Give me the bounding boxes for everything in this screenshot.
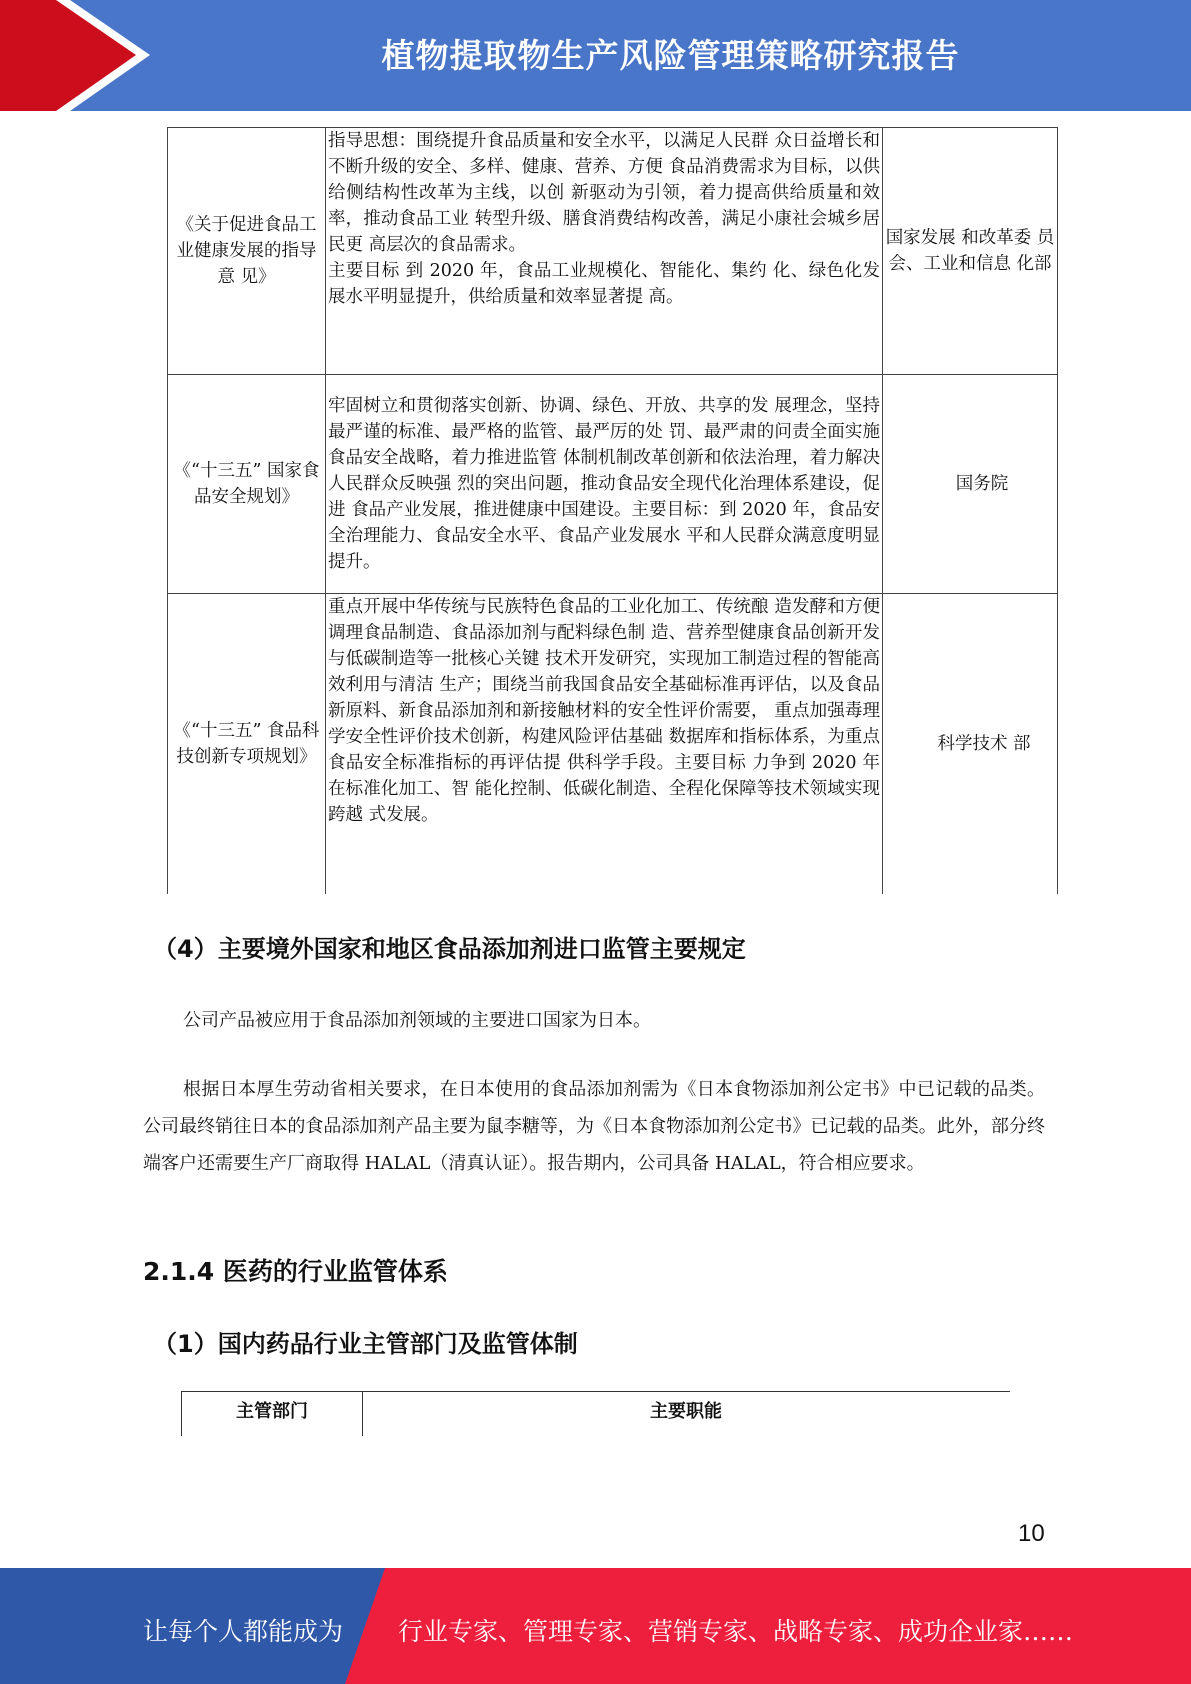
column-header: 主要职能 [650,1401,722,1422]
paragraph-text: 根据日本厚生劳动省相关要求，在日本使用的食品添加剂需为《日本食物添加剂公定书》中已记载的品类。公司最终销往日本的食品添加剂产品主要为鼠李糖等，为《日本食物添加剂公定书》已记载的品类。此外，部分终端客户还需要生产厂商取得 HALAL（清真认证）。报告期内，公司具备 HALAL，符合相应要求。 [143,1079,1045,1174]
report-title: 植物提取物生产风险管理策略研究报告 [381,36,960,75]
policy-content-paragraph: 指导思想：围绕提升食品质量和安全水平，以满足人民群 众日益增长和不断升级的安全、多样、健康、营养、方便 食品消费需求为目标，以供给侧结构性改革为主线，以创 新驱动为引领，着力提高供给质量和效率，推动食品工业 转型升级、膳食消费结构改善，满足小康社会城乡居民更 高层次的食品需求。 [328,131,880,255]
policy-department: 国务院 [883,375,1058,594]
table-row [168,375,1058,594]
paragraph-text: 公司产品被应用于食品添加剂领域的主要进口国家为日本。 [183,1010,651,1031]
subsection-heading: （1）国内药品行业主管部门及监管体制 [153,1330,578,1358]
page-footer [0,1568,1191,1684]
table-row [168,128,1058,375]
page-header [0,0,1191,111]
policy-name: 《“十三五” 国家食品安全规划》 [168,375,326,594]
policy-content-paragraph: 重点开展中华传统与民族特色食品的工业化加工、传统酿 造发酵和方便调理食品制造、食品添加剂与配料绿色制 造、营养型健康食品创新开发与低碳制造等一批核心关键 技术开发研究，实现加工制造过程的智能高效利用与清洁 生产；围绕当前我国食品安全基础标准再评估，以及食品 新原料、新食品添加剂和新接触材料的安全性评价需要， 重点加强毒理学安全性评价技术创新，构建风险评估基础 数据库和指标体系，为重点食品安全标准指标的再评估提 供科学手段。主要目标 力争到 2020 年在标准化加工、智 能化控制、低碳化制造、全程化保障等技术领域实现跨越 式发展。 [328,597,880,825]
policy-content [326,594,883,895]
column-header: 主管部门 [181,1392,363,1436]
policy-content-paragraph: 牢固树立和贯彻落实创新、协调、绿色、开放、共享的发 展理念，坚持最严谨的标准、最严格的监管、最严厉的处 罚、最严肃的问责全面实施食品安全战略，着力推进监管 体制机制改革创新和依法治理，着力解决人民群众反映强 烈的突出问题，推动食品安全现代化治理体系建设，促进 食品产业发展，推进健康中国建设。主要目标：到 2020 年，食品安全治理能力、食品安全水平、食品产业发展水 平和人民群众满意度明显提升。 [328,396,880,572]
section-heading: （4）主要境外国家和地区食品添加剂进口监管主要规定 [153,935,746,963]
body-paragraph [143,1071,1045,1182]
footer-slogan-right: 行业专家、管理专家、营销专家、战略专家、成功企业家…… [398,1617,1074,1646]
footer-slogan-left: 让每个人都能成为 [143,1617,344,1646]
policy-name: 《关于促进食品工业健康发展的指导意 见》 [168,128,326,375]
policy-content [326,375,883,594]
policy-table [167,127,1058,894]
department-table-header [181,1391,1010,1436]
policy-name: 《“十三五” 食品科技创新专项规划》 [168,594,326,895]
section-heading: 2.1.4 医药的行业监管体系 [143,1257,448,1286]
policy-department: 科学技术 部 [883,594,1058,895]
policy-department: 国家发展 和改革委 员会、工业和信息 化部 [883,128,1058,375]
policy-content [326,128,883,375]
policy-content-paragraph: 主要目标 到 2020 年，食品工业规模化、智能化、集约 化、绿色化发展水平明显提升，供给质量和效率显著提 高。 [328,261,880,307]
body-paragraph [143,1002,1045,1039]
page-number: 10 [1018,1520,1045,1547]
table-row [168,594,1058,895]
header-chevron [0,0,136,111]
